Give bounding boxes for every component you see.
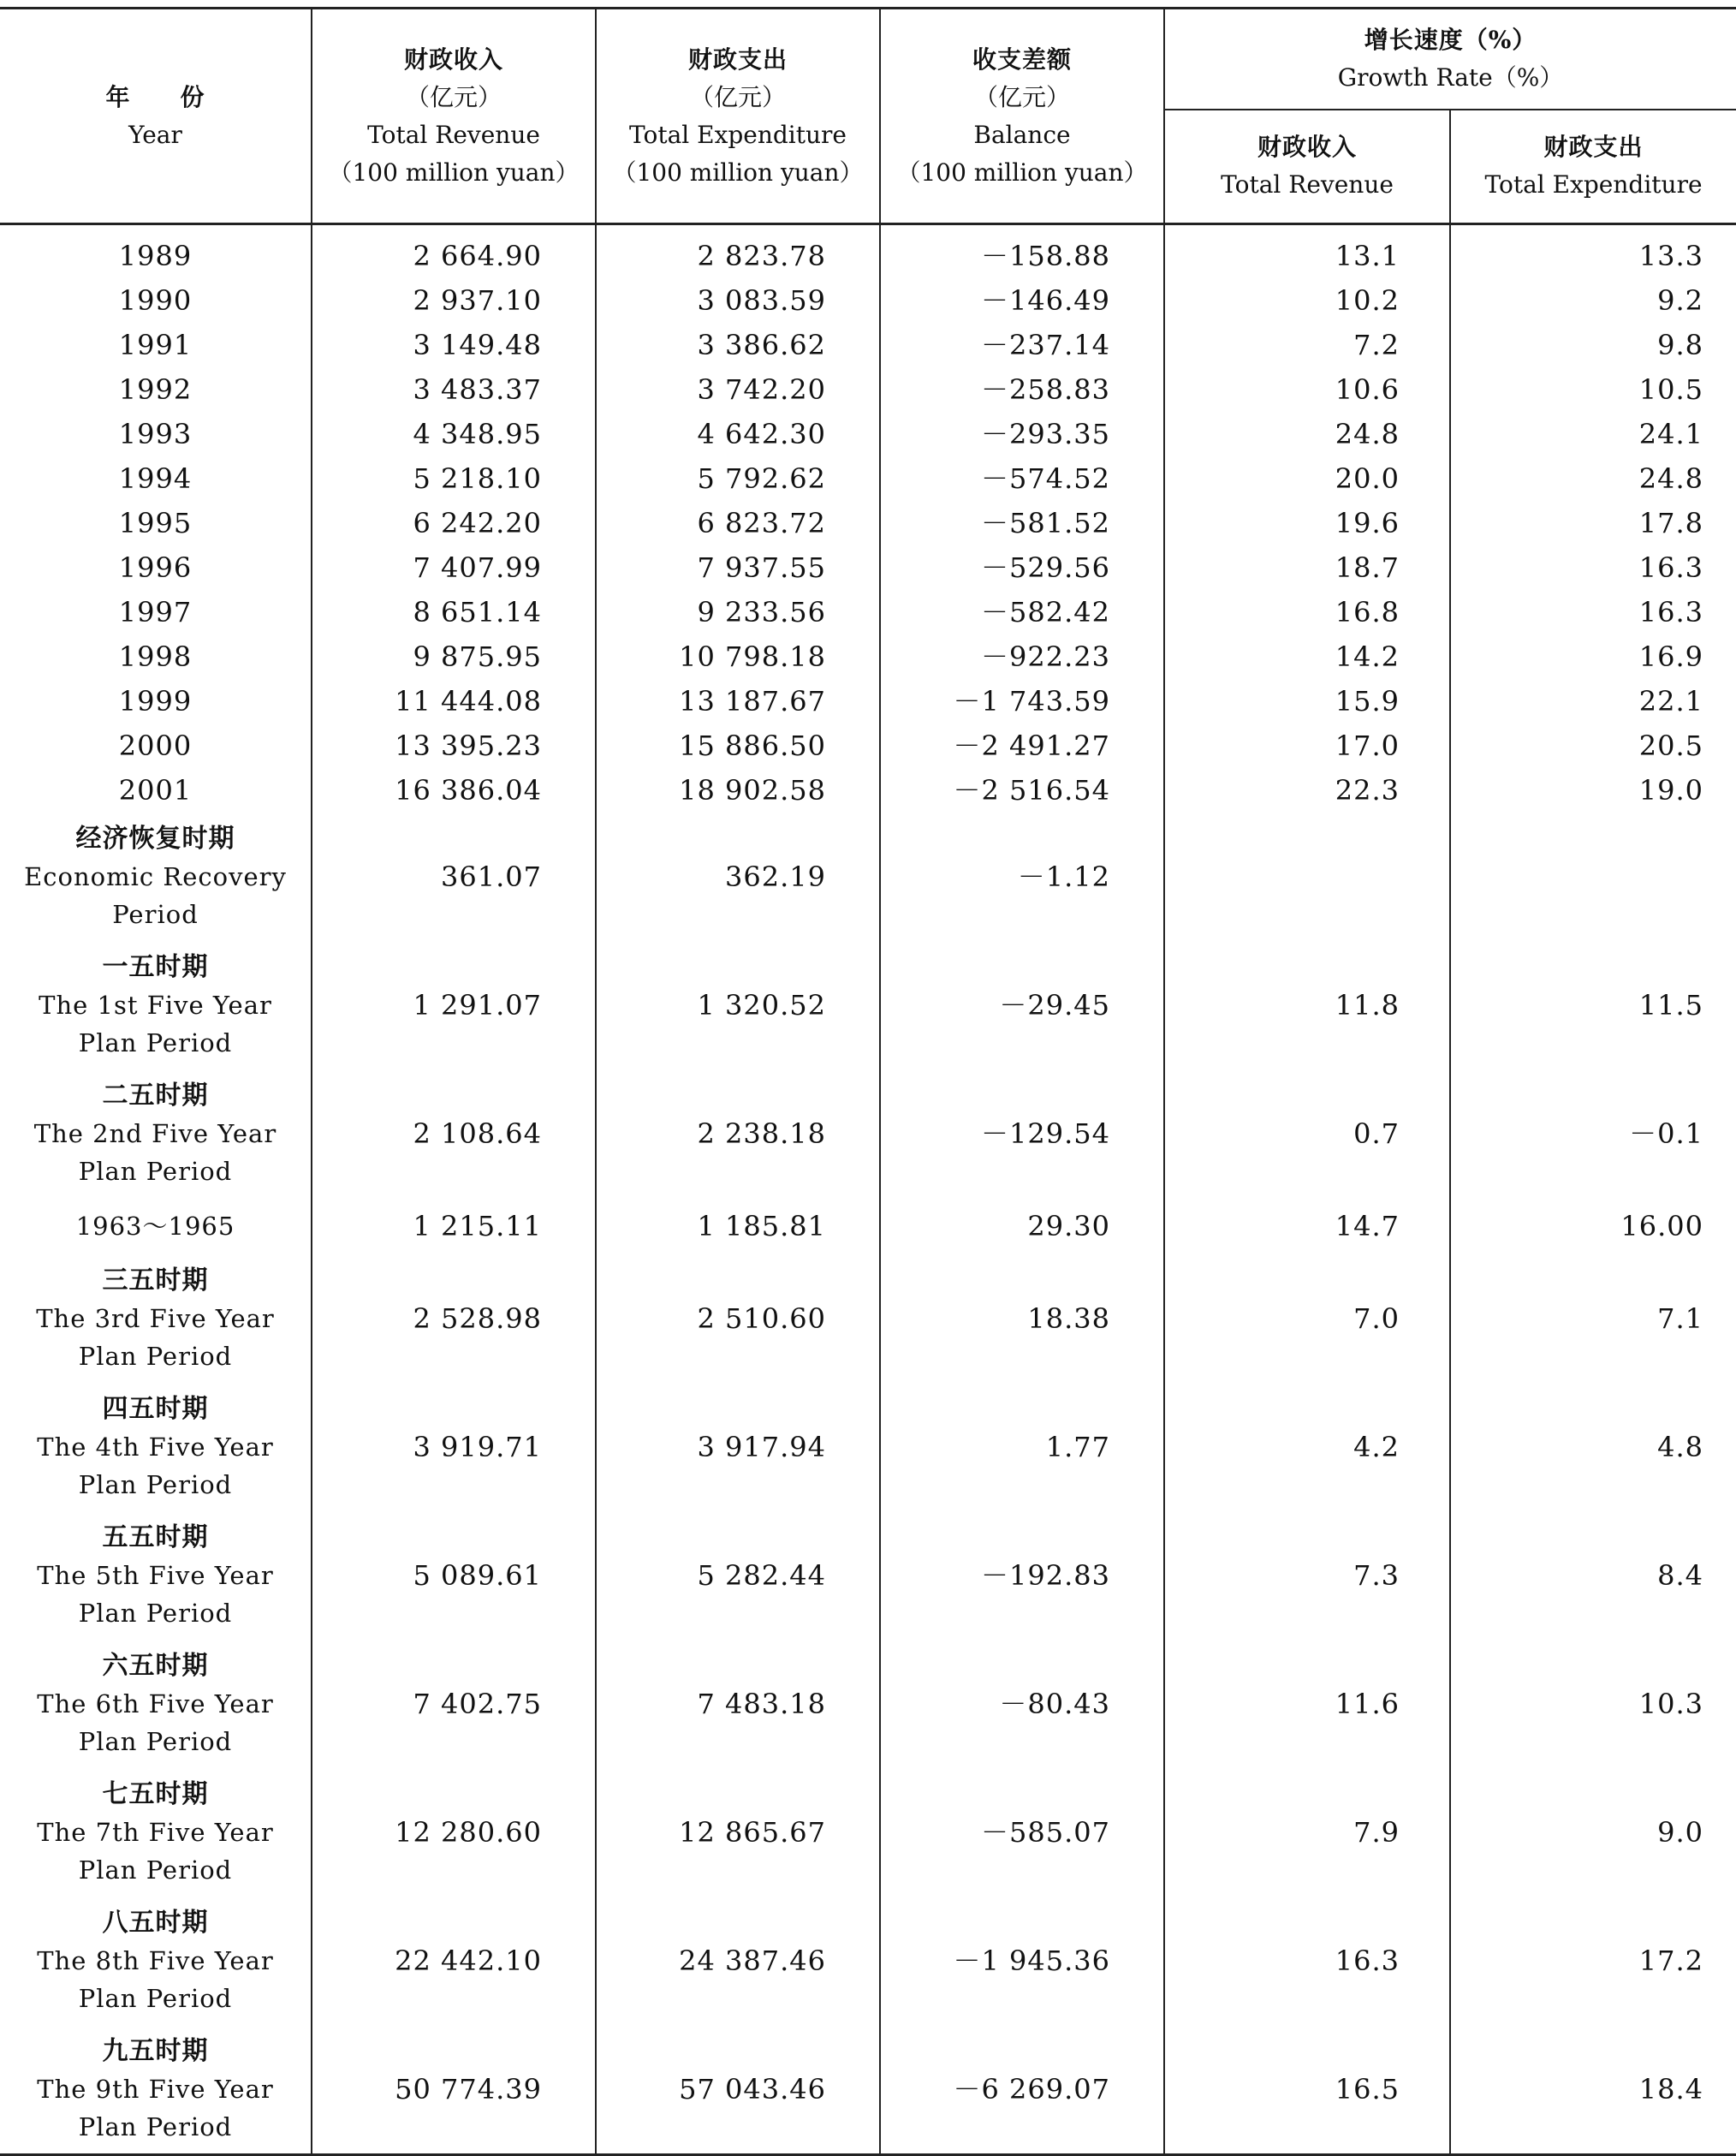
period-label-cell — [0, 1254, 312, 1383]
growth-expenditure-cell: 24.1 — [1450, 412, 1736, 456]
header-expenditure-unit-en: （100 million yuan） — [612, 158, 864, 187]
period-label-en: 1963～1965 — [75, 1212, 235, 1241]
expenditure-cell: 5 282.44 — [596, 1511, 880, 1640]
year-cell: 1998 — [118, 640, 193, 673]
period-label-en: The 6th Five Year — [37, 1689, 274, 1718]
growth-revenue-cell: 15.9 — [1164, 679, 1450, 724]
revenue-cell: 50 774.39 — [312, 2025, 596, 2155]
balance-cell: －1.12 — [880, 813, 1164, 941]
balance-cell: －146.49 — [880, 278, 1164, 323]
expenditure-cell: 15 886.50 — [596, 724, 880, 768]
table-row — [0, 1897, 1736, 2025]
table-row — [0, 323, 1736, 367]
period-label-cell — [0, 1069, 312, 1198]
balance-cell: －582.42 — [880, 590, 1164, 634]
growth-expenditure-cell: 19.0 — [1450, 768, 1736, 813]
table-row — [0, 456, 1736, 501]
header-expenditure-zh: 财政支出 — [687, 45, 788, 74]
table-row — [0, 1254, 1736, 1383]
header-growth-revenue-en: Total Revenue — [1221, 170, 1394, 200]
table-row — [0, 679, 1736, 724]
expenditure-cell: 3 083.59 — [596, 278, 880, 323]
balance-cell: －293.35 — [880, 412, 1164, 456]
revenue-cell: 11 444.08 — [312, 679, 596, 724]
revenue-cell: 6 242.20 — [312, 501, 596, 545]
growth-expenditure-cell: 10.5 — [1450, 367, 1736, 412]
table-row — [0, 278, 1736, 323]
growth-revenue-cell: 10.2 — [1164, 278, 1450, 323]
table-row — [0, 634, 1736, 679]
balance-cell: 18.38 — [880, 1254, 1164, 1383]
table-row — [0, 768, 1736, 813]
expenditure-cell: 1 185.81 — [596, 1198, 880, 1254]
year-cell: 1991 — [118, 329, 193, 361]
header-growth-en: Growth Rate（%） — [1337, 63, 1564, 92]
fiscal-table — [0, 7, 1736, 2156]
year-cell: 2001 — [118, 774, 193, 807]
growth-expenditure-cell: 18.4 — [1450, 2025, 1736, 2155]
growth-expenditure-cell: 16.3 — [1450, 590, 1736, 634]
period-label-en-2: Plan Period — [78, 1855, 233, 1885]
revenue-cell: 7 407.99 — [312, 545, 596, 590]
growth-revenue-cell: 18.7 — [1164, 545, 1450, 590]
year-cell: 1999 — [118, 685, 193, 718]
period-label-en: The 5th Five Year — [37, 1561, 274, 1590]
revenue-cell: 12 280.60 — [312, 1768, 596, 1897]
revenue-cell: 13 395.23 — [312, 724, 596, 768]
expenditure-cell: 7 937.55 — [596, 545, 880, 590]
balance-cell: －1 945.36 — [880, 1897, 1164, 2025]
growth-expenditure-cell: 24.8 — [1450, 456, 1736, 501]
expenditure-cell: 4 642.30 — [596, 412, 880, 456]
expenditure-cell: 2 823.78 — [596, 224, 880, 279]
growth-revenue-cell: 7.2 — [1164, 323, 1450, 367]
period-label-en: The 4th Five Year — [37, 1432, 274, 1462]
table-body — [0, 224, 1736, 2155]
year-cell: 1993 — [118, 418, 193, 450]
balance-cell: －1 743.59 — [880, 679, 1164, 724]
table-row — [0, 367, 1736, 412]
revenue-cell: 2 108.64 — [312, 1069, 596, 1198]
growth-expenditure-cell: 16.00 — [1450, 1198, 1736, 1254]
growth-revenue-cell: 22.3 — [1164, 768, 1450, 813]
revenue-cell: 3 149.48 — [312, 323, 596, 367]
year-cell: 1989 — [118, 240, 193, 272]
growth-expenditure-cell: －0.1 — [1450, 1069, 1736, 1198]
balance-cell: －2 516.54 — [880, 768, 1164, 813]
period-label-zh: 三五时期 — [102, 1266, 209, 1295]
revenue-cell: 7 402.75 — [312, 1640, 596, 1768]
period-label-cell — [0, 813, 312, 941]
expenditure-cell: 6 823.72 — [596, 501, 880, 545]
period-label-zh: 经济恢复时期 — [75, 824, 235, 854]
growth-expenditure-cell: 9.8 — [1450, 323, 1736, 367]
table-row — [0, 224, 1736, 279]
growth-expenditure-cell: 16.9 — [1450, 634, 1736, 679]
period-label-cell — [0, 1640, 312, 1768]
year-cell: 1990 — [118, 284, 193, 317]
growth-revenue-cell: 14.2 — [1164, 634, 1450, 679]
balance-cell: －258.83 — [880, 367, 1164, 412]
table-row — [0, 813, 1736, 941]
growth-expenditure-cell: 8.4 — [1450, 1511, 1736, 1640]
header-growth-zh: 增长速度（%） — [1364, 25, 1537, 54]
growth-expenditure-cell: 9.2 — [1450, 278, 1736, 323]
table-row — [0, 1198, 1736, 1254]
revenue-cell: 3 483.37 — [312, 367, 596, 412]
revenue-cell: 2 937.10 — [312, 278, 596, 323]
expenditure-cell: 24 387.46 — [596, 1897, 880, 2025]
header-balance-zh: 收支差额 — [972, 45, 1072, 74]
growth-expenditure-cell: 7.1 — [1450, 1254, 1736, 1383]
expenditure-cell: 3 742.20 — [596, 367, 880, 412]
header-growth-revenue-zh: 财政收入 — [1257, 133, 1357, 162]
period-label-en-2: Plan Period — [78, 1727, 233, 1756]
header-balance-en: Balance — [973, 120, 1071, 149]
balance-cell: －80.43 — [880, 1640, 1164, 1768]
expenditure-cell: 1 320.52 — [596, 941, 880, 1069]
period-label-en: Economic Recovery — [24, 862, 287, 891]
header-growth-expenditure-zh: 财政支出 — [1543, 133, 1644, 162]
table-row — [0, 545, 1736, 590]
growth-revenue-cell: 19.6 — [1164, 501, 1450, 545]
period-label-cell — [0, 1198, 312, 1254]
header-year-zh: 年 份 — [105, 82, 205, 111]
table-row — [0, 1640, 1736, 1768]
table-row — [0, 724, 1736, 768]
expenditure-cell: 3 386.62 — [596, 323, 880, 367]
header-revenue-unit-zh: （亿元） — [405, 82, 502, 111]
balance-cell: 29.30 — [880, 1198, 1164, 1254]
period-label-zh: 四五时期 — [102, 1394, 209, 1424]
header-revenue — [312, 9, 596, 224]
expenditure-cell: 5 792.62 — [596, 456, 880, 501]
period-label-zh: 九五时期 — [102, 2036, 209, 2066]
period-label-en: The 2nd Five Year — [33, 1119, 277, 1148]
table-row — [0, 2025, 1736, 2155]
growth-expenditure-cell: 17.8 — [1450, 501, 1736, 545]
revenue-cell: 1 291.07 — [312, 941, 596, 1069]
growth-revenue-cell: 17.0 — [1164, 724, 1450, 768]
year-cell: 2000 — [118, 730, 193, 762]
balance-cell: －581.52 — [880, 501, 1164, 545]
header-balance — [880, 9, 1164, 224]
balance-cell: －529.56 — [880, 545, 1164, 590]
period-label-cell — [0, 1897, 312, 2025]
revenue-cell: 3 919.71 — [312, 1383, 596, 1511]
balance-cell: －237.14 — [880, 323, 1164, 367]
table-row — [0, 412, 1736, 456]
table-row — [0, 941, 1736, 1069]
balance-cell: －2 491.27 — [880, 724, 1164, 768]
growth-expenditure-cell: 11.5 — [1450, 941, 1736, 1069]
header-growth-expenditure — [1450, 110, 1736, 224]
revenue-cell: 361.07 — [312, 813, 596, 941]
header-revenue-zh: 财政收入 — [403, 45, 503, 74]
growth-revenue-cell: 16.5 — [1164, 2025, 1450, 2155]
expenditure-cell: 9 233.56 — [596, 590, 880, 634]
revenue-cell: 1 215.11 — [312, 1198, 596, 1254]
period-label-en: The 7th Five Year — [37, 1818, 274, 1847]
period-label-en-2: Plan Period — [78, 1470, 233, 1499]
balance-cell: －922.23 — [880, 634, 1164, 679]
growth-revenue-cell: 0.7 — [1164, 1069, 1450, 1198]
period-label-zh: 七五时期 — [102, 1779, 209, 1809]
header-balance-unit-en: （100 million yuan） — [896, 158, 1148, 187]
expenditure-cell: 10 798.18 — [596, 634, 880, 679]
period-label-cell — [0, 1768, 312, 1897]
growth-expenditure-cell: 4.8 — [1450, 1383, 1736, 1511]
growth-revenue-cell: 7.0 — [1164, 1254, 1450, 1383]
balance-cell: 1.77 — [880, 1383, 1164, 1511]
revenue-cell: 16 386.04 — [312, 768, 596, 813]
expenditure-cell: 7 483.18 — [596, 1640, 880, 1768]
expenditure-cell: 12 865.67 — [596, 1768, 880, 1897]
period-label-zh: 二五时期 — [102, 1081, 209, 1111]
header-growth-revenue — [1164, 110, 1450, 224]
period-label-zh: 六五时期 — [102, 1651, 209, 1681]
header-expenditure-en: Total Expenditure — [628, 120, 847, 149]
table-row — [0, 1069, 1736, 1198]
revenue-cell: 9 875.95 — [312, 634, 596, 679]
period-label-cell — [0, 1511, 312, 1640]
growth-revenue-cell: 13.1 — [1164, 224, 1450, 279]
period-label-en-2: Plan Period — [78, 1342, 233, 1371]
growth-revenue-cell: 11.6 — [1164, 1640, 1450, 1768]
growth-revenue-cell: 16.3 — [1164, 1897, 1450, 2025]
growth-expenditure-cell — [1450, 813, 1736, 941]
table-row — [0, 1768, 1736, 1897]
expenditure-cell: 57 043.46 — [596, 2025, 880, 2155]
period-label-en: The 9th Five Year — [37, 2075, 274, 2104]
balance-cell: －29.45 — [880, 941, 1164, 1069]
growth-expenditure-cell: 16.3 — [1450, 545, 1736, 590]
expenditure-cell: 362.19 — [596, 813, 880, 941]
header-expenditure-unit-zh: （亿元） — [689, 82, 786, 111]
year-cell: 1997 — [118, 596, 193, 628]
balance-cell: －6 269.07 — [880, 2025, 1164, 2155]
revenue-cell: 4 348.95 — [312, 412, 596, 456]
revenue-cell: 2 664.90 — [312, 224, 596, 279]
header-year-en: Year — [128, 120, 182, 149]
header-expenditure — [596, 9, 880, 224]
period-label-en: The 8th Five Year — [37, 1946, 274, 1975]
growth-revenue-cell — [1164, 813, 1450, 941]
period-label-cell — [0, 941, 312, 1069]
growth-revenue-cell: 4.2 — [1164, 1383, 1450, 1511]
expenditure-cell: 2 238.18 — [596, 1069, 880, 1198]
table-header — [0, 9, 1736, 224]
growth-expenditure-cell: 13.3 — [1450, 224, 1736, 279]
year-cell: 1995 — [118, 507, 193, 539]
period-label-en-2: Period — [112, 900, 199, 929]
expenditure-cell: 13 187.67 — [596, 679, 880, 724]
header-year — [0, 9, 312, 224]
growth-revenue-cell: 24.8 — [1164, 412, 1450, 456]
growth-revenue-cell: 20.0 — [1164, 456, 1450, 501]
year-cell: 1992 — [118, 373, 193, 406]
period-label-en-2: Plan Period — [78, 1028, 233, 1057]
year-cell: 1994 — [118, 462, 193, 495]
header-balance-unit-zh: （亿元） — [973, 82, 1070, 111]
expenditure-cell: 3 917.94 — [596, 1383, 880, 1511]
period-label-en: The 1st Five Year — [39, 991, 272, 1020]
period-label-cell — [0, 1383, 312, 1511]
period-label-en-2: Plan Period — [78, 1599, 233, 1628]
balance-cell: －129.54 — [880, 1069, 1164, 1198]
revenue-cell: 5 218.10 — [312, 456, 596, 501]
table-row — [0, 1383, 1736, 1511]
period-label-en: The 3rd Five Year — [36, 1304, 275, 1333]
year-cell: 1996 — [118, 551, 193, 584]
balance-cell: －192.83 — [880, 1511, 1164, 1640]
revenue-cell: 2 528.98 — [312, 1254, 596, 1383]
growth-expenditure-cell: 20.5 — [1450, 724, 1736, 768]
period-label-zh: 五五时期 — [102, 1522, 209, 1552]
period-label-cell — [0, 2025, 312, 2155]
revenue-cell: 5 089.61 — [312, 1511, 596, 1640]
growth-revenue-cell: 7.9 — [1164, 1768, 1450, 1897]
balance-cell: －585.07 — [880, 1768, 1164, 1897]
growth-expenditure-cell: 9.0 — [1450, 1768, 1736, 1897]
header-growth-expenditure-en: Total Expenditure — [1484, 170, 1703, 200]
expenditure-cell: 2 510.60 — [596, 1254, 880, 1383]
revenue-cell: 22 442.10 — [312, 1897, 596, 2025]
growth-revenue-cell: 10.6 — [1164, 367, 1450, 412]
header-revenue-en: Total Revenue — [367, 120, 540, 149]
growth-revenue-cell: 7.3 — [1164, 1511, 1450, 1640]
growth-expenditure-cell: 10.3 — [1450, 1640, 1736, 1768]
period-label-en-2: Plan Period — [78, 2112, 233, 2141]
revenue-cell: 8 651.14 — [312, 590, 596, 634]
period-label-zh: 一五时期 — [102, 952, 209, 982]
header-growth — [1164, 9, 1736, 110]
growth-revenue-cell: 11.8 — [1164, 941, 1450, 1069]
balance-cell: －574.52 — [880, 456, 1164, 501]
table-row — [0, 1511, 1736, 1640]
period-label-en-2: Plan Period — [78, 1984, 233, 2013]
growth-revenue-cell: 16.8 — [1164, 590, 1450, 634]
period-label-zh: 八五时期 — [102, 1908, 209, 1938]
balance-cell: －158.88 — [880, 224, 1164, 279]
table-row — [0, 501, 1736, 545]
expenditure-cell: 18 902.58 — [596, 768, 880, 813]
period-label-en-2: Plan Period — [78, 1157, 233, 1186]
growth-revenue-cell: 14.7 — [1164, 1198, 1450, 1254]
growth-expenditure-cell: 22.1 — [1450, 679, 1736, 724]
header-revenue-unit-en: （100 million yuan） — [328, 158, 580, 187]
growth-expenditure-cell: 17.2 — [1450, 1897, 1736, 2025]
table-row — [0, 590, 1736, 634]
